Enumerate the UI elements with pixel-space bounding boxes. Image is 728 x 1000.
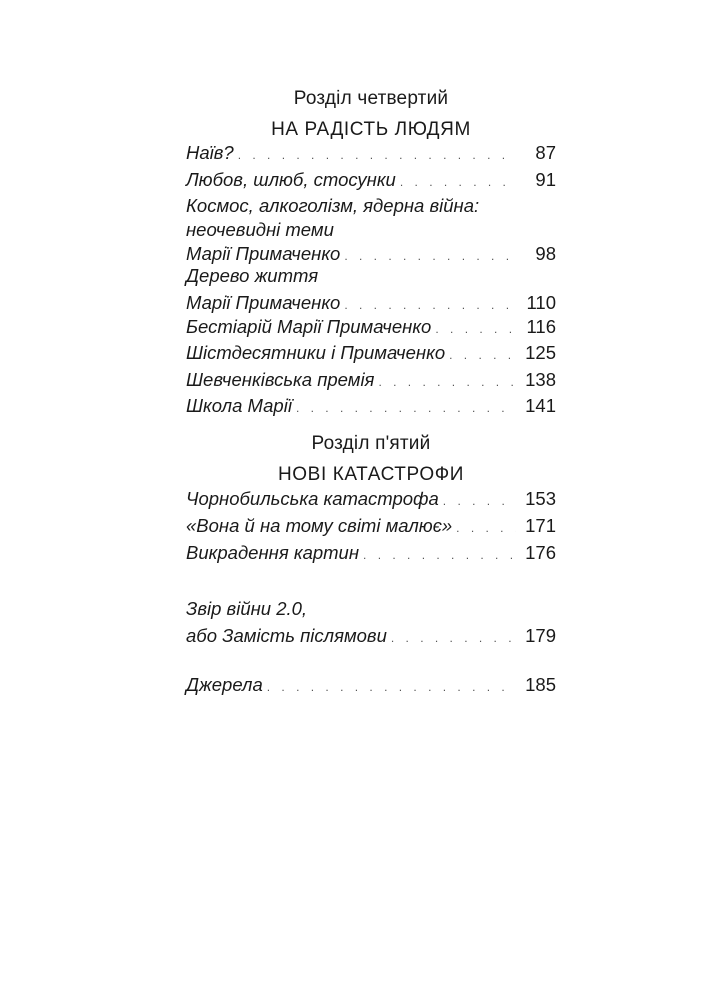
page-number: 185 [525,674,556,695]
toc-entry[interactable] [186,315,556,341]
page-number: 87 [535,142,556,163]
page-number: 110 [526,292,556,313]
page-number: 179 [525,625,556,646]
dot-leader [292,396,516,420]
toc-entry-afterword[interactable] [186,597,556,650]
dot-leader [374,370,516,394]
dot-leader [234,143,516,167]
entry-title: Джерела [186,674,263,695]
section-4-heading [186,87,556,142]
entry-title-line: Звір війни 2.0, [186,598,308,619]
entry-title-line: Космос, алкоголізм, ядерна війна: [186,195,480,216]
toc-entry[interactable] [186,368,556,394]
dot-leader [439,489,516,513]
page-number: 98 [535,243,556,264]
dot-leader [431,317,516,341]
entry-title-line: Дерево життя [186,265,319,286]
page-number: 176 [525,542,556,563]
page-number: 125 [525,342,556,363]
toc-entry[interactable] [186,541,556,567]
dot-leader [396,170,516,194]
dot-leader [445,343,516,367]
page-number: 141 [525,395,556,416]
entry-title-line: Марії Примаченко [186,243,341,264]
entry-title: Бестіарій Марії Примаченко [186,316,432,337]
dot-leader [340,293,516,317]
dot-leader [387,626,516,650]
entry-title: Наїв? [186,142,234,163]
entry-title-line: Марії Примаченко [186,292,341,313]
toc-entry[interactable] [186,394,556,420]
toc-entry[interactable] [186,487,556,513]
page-number: 138 [525,369,556,390]
dot-leader [359,543,516,567]
section-label: Розділ п'ятий [311,433,431,454]
page-number: 116 [526,316,556,337]
toc-entry-sources[interactable] [186,673,556,699]
toc-entry[interactable] [186,514,556,540]
section-5-heading [186,432,556,487]
toc-entry[interactable] [186,264,556,317]
page-number: 153 [525,488,556,509]
dot-leader [452,516,516,540]
entry-title: Викрадення картин [186,542,360,563]
section-title: НА РАДІСТЬ ЛЮДЯМ [271,119,471,140]
entry-title: Шістдесятники і Примаченко [186,342,446,363]
page-number: 91 [535,169,556,190]
dot-leader [263,675,516,699]
entry-title: Любов, шлюб, стосунки [186,169,396,190]
section-title: НОВІ КАТАСТРОФИ [277,464,465,485]
page-number: 171 [525,515,556,536]
entry-title: Школа Марії [186,395,292,416]
entry-title: «Вона й на тому світі малює» [186,515,453,536]
entry-title: Шевченківська премія [186,369,375,390]
entry-title: Чорнобильська катастрофа [186,488,439,509]
toc-entry[interactable] [186,168,556,194]
toc-entry[interactable] [186,194,556,268]
section-label: Розділ четвертий [293,88,449,109]
entry-title-line: неочевидні теми [186,219,334,240]
toc-entry[interactable] [186,141,556,167]
toc-entry[interactable] [186,341,556,367]
entry-title-line: або Замість післямови [186,625,387,646]
